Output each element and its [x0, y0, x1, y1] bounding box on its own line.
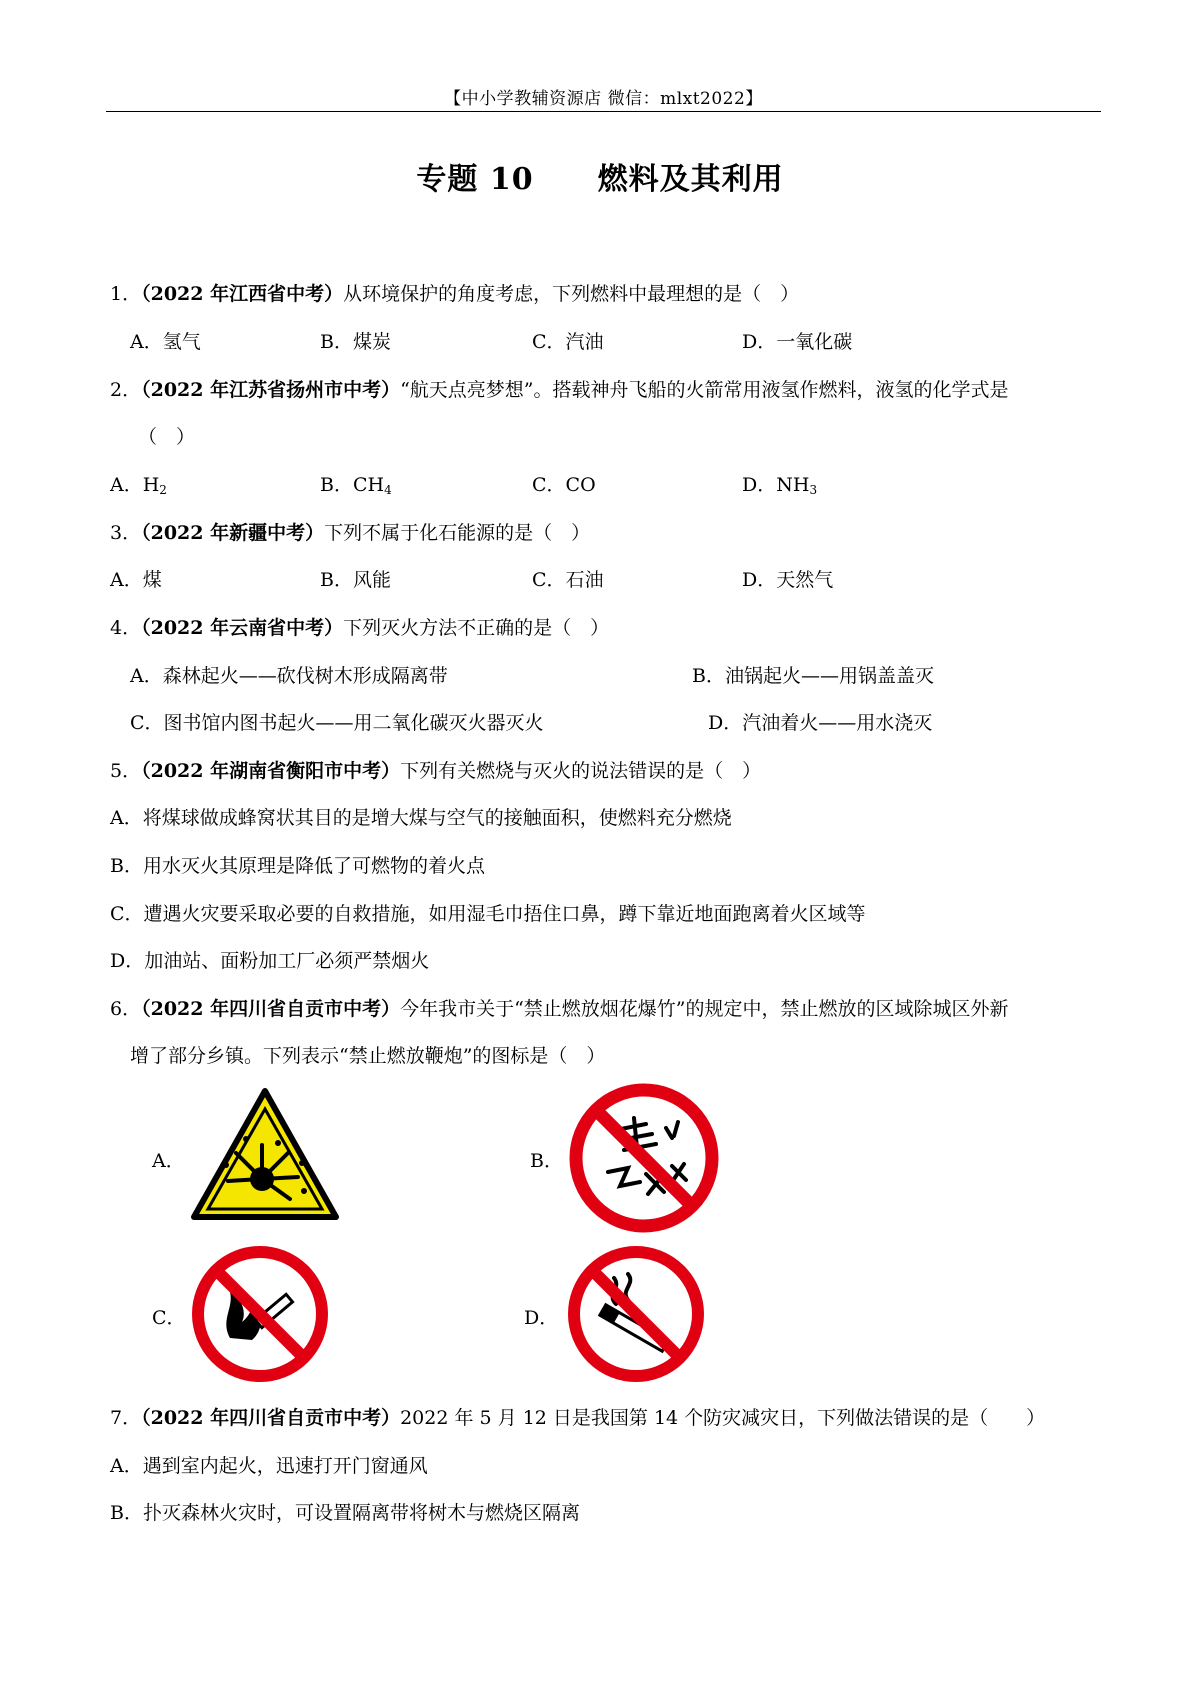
q6-option-c-label: C． — [152, 1307, 186, 1329]
question-1-number: 1． — [110, 283, 142, 305]
explosive-warning-sign — [190, 1087, 340, 1223]
page-title — [0, 154, 1200, 198]
question-4 — [110, 616, 609, 640]
q3-option-d: D．天然气 — [742, 569, 834, 591]
question-2-number: 2． — [110, 379, 142, 401]
question-6-stem-cont: 增了部分乡镇。下列表示“禁止燃放鞭炮”的图标是（ ） — [130, 1045, 606, 1067]
question-2 — [110, 378, 1009, 402]
question-4-number: 4． — [110, 617, 142, 639]
question-2-stem: “航天点亮梦想”。搭载神舟飞船的火箭常用液氢作燃料，液氢的化学式是 — [400, 379, 1009, 401]
question-3 — [110, 521, 590, 545]
question-2-source: （2022 年江苏省扬州市中考） — [141, 379, 401, 401]
q4-option-a: A．森林起火——砍伐树木形成隔离带 — [130, 665, 448, 687]
question-3-source: （2022 年新疆中考） — [141, 522, 325, 544]
no-firecrackers-sign — [568, 1082, 720, 1234]
q7-option-b: B．扑灭森林火灾时，可设置隔离带将树木与燃烧区隔离 — [110, 1502, 580, 1524]
question-7-stem: 2022 年 5 月 12 日是我国第 14 个防灾减灾日，下列做法错误的是（ ） — [400, 1407, 1046, 1429]
q3-option-b: B．风能 — [320, 569, 391, 591]
question-3-number: 3． — [110, 522, 142, 544]
q3-option-a: A．煤 — [110, 569, 162, 591]
question-4-source: （2022 年云南省中考） — [141, 617, 344, 639]
q2-option-d: D．$NH_3$ — [742, 474, 818, 497]
no-smoking-sign — [566, 1244, 706, 1384]
q7-option-a: A．遇到室内起火，迅速打开门窗通风 — [110, 1455, 428, 1477]
q5-option-c: C．遭遇火灾要采取必要的自救措施，如用湿毛巾捂住口鼻，蹲下靠近地面跑离着火区域等 — [110, 903, 866, 925]
no-fire-sign — [190, 1244, 330, 1384]
q4-option-b: B．油锅起火——用锅盖盖灭 — [692, 665, 934, 687]
q4-option-d: D．汽油着火——用水浇灭 — [708, 712, 933, 734]
q1-option-c: C．汽油 — [532, 331, 604, 353]
question-3-stem: 下列不属于化石能源的是（ ） — [324, 522, 591, 544]
header-rule — [106, 111, 1101, 112]
q2-option-a: A．$H_2$ — [110, 474, 167, 497]
q5-option-d: D．加油站、面粉加工厂必须严禁烟火 — [110, 950, 430, 972]
q5-option-a: A．将煤球做成蜂窝状其目的是增大煤与空气的接触面积，使燃料充分燃烧 — [110, 807, 732, 829]
question-1-source: （2022 年江西省中考） — [141, 283, 344, 305]
q3-option-c: C．石油 — [532, 569, 604, 591]
page-header: 【中小学教辅资源店 微信：mlxt2022】 — [444, 89, 763, 109]
question-5-number: 5． — [110, 760, 142, 782]
question-5-stem: 下列有关燃烧与灭火的说法错误的是（ ） — [400, 760, 762, 782]
question-1-stem: 从环境保护的角度考虑，下列燃料中最理想的是（ ） — [343, 283, 800, 305]
q2-option-b: B．$CH_4$ — [320, 474, 392, 497]
question-6-number: 6． — [110, 998, 142, 1020]
question-6 — [110, 997, 1009, 1021]
q1-option-b: B．煤炭 — [320, 331, 391, 353]
q2-option-c: C．CO — [532, 474, 596, 496]
question-5 — [110, 759, 761, 783]
q1-option-d: D．一氧化碳 — [742, 331, 853, 353]
question-6-stem: 今年我市关于“禁止燃放烟花爆竹”的规定中，禁止燃放的区域除城区外新 — [400, 998, 1009, 1020]
q1-option-a: A．氢气 — [130, 331, 201, 353]
question-1 — [110, 282, 799, 306]
q6-option-d-label: D． — [524, 1307, 559, 1329]
question-2-stem-cont: （ ） — [138, 426, 196, 448]
question-7-source: （2022 年四川省自贡市中考） — [141, 1407, 401, 1429]
question-7 — [110, 1406, 1045, 1430]
question-7-number: 7． — [110, 1407, 142, 1429]
q4-option-c: C．图书馆内图书起火——用二氧化碳灭火器灭火 — [130, 712, 544, 734]
title-number: 专题 10 — [416, 162, 534, 197]
question-4-stem: 下列灭火方法不正确的是（ ） — [343, 617, 610, 639]
question-5-source: （2022 年湖南省衡阳市中考） — [141, 760, 401, 782]
title-topic: 燃料及其利用 — [597, 162, 784, 197]
q5-option-b: B．用水灭火其原理是降低了可燃物的着火点 — [110, 855, 485, 877]
q6-option-b-label: B． — [530, 1150, 563, 1172]
question-6-source: （2022 年四川省自贡市中考） — [141, 998, 401, 1020]
q6-option-a-label: A． — [152, 1150, 185, 1172]
